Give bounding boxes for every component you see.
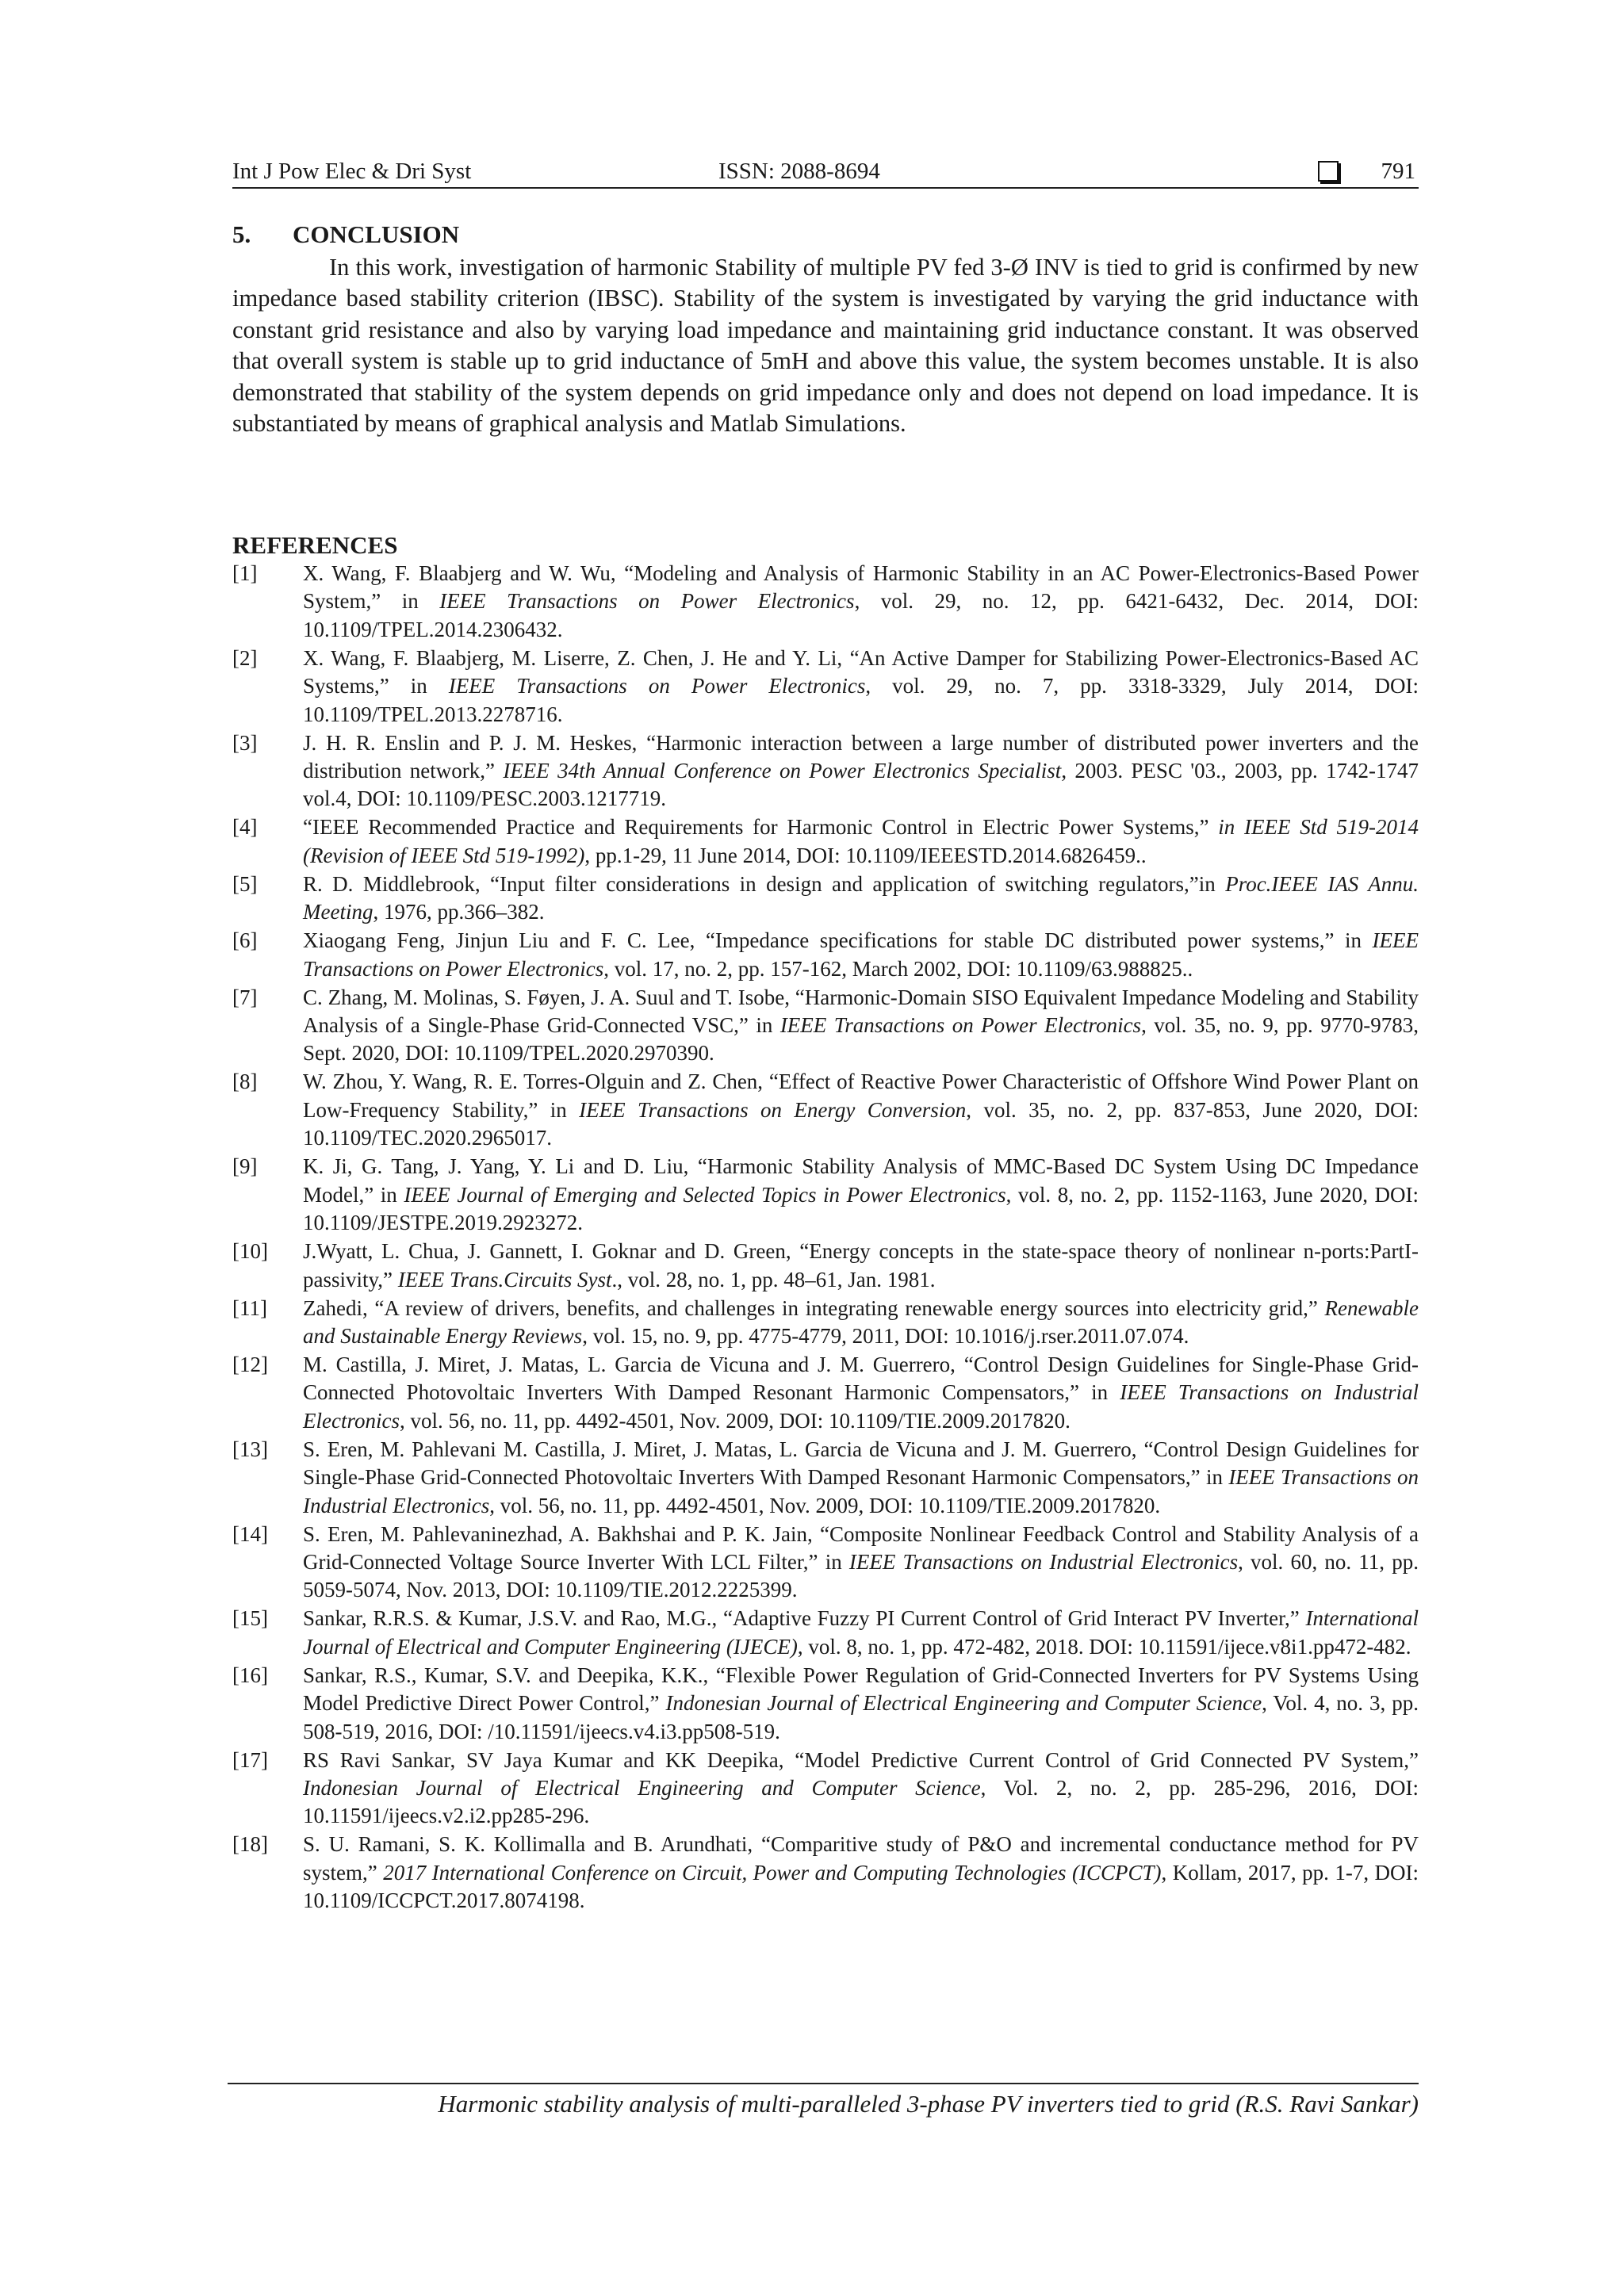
reference-details: , 1976, pp.366–382.: [373, 900, 545, 924]
references-heading: REFERENCES: [232, 531, 398, 559]
reference-authors-title: K. Ji, G. Tang, J. Yang, Y. Li and D. Liu, “Harmonic Stability Analysis of MMC-Based DC System Using DC Impedance Model,” in: [303, 1154, 1419, 1207]
reference-authors-title: “IEEE Recommended Practice and Requirements for Harmonic Control in Electric Power Systems,”: [303, 815, 1219, 840]
reference-venue: IEEE 34th Annual Conference on Power Electronics Specialist: [503, 759, 1062, 783]
reference-details: , Kollam, 2017, pp. 1-7, DOI: 10.1109/ICCPCT.2017.8074198.: [303, 1860, 1419, 1913]
reference-number: [11]: [232, 1295, 267, 1320]
reference-item: [232, 1068, 1419, 1152]
reference-number: [14]: [232, 1521, 268, 1546]
reference-item: [232, 1238, 1419, 1294]
reference-venue: IEEE Trans.Circuits Syst: [397, 1267, 612, 1292]
reference-item: [232, 560, 1419, 644]
reference-authors-title: X. Wang, F. Blaabjerg, M. Liserre, Z. Chen, J. He and Y. Li, “An Active Damper for Stabilizing Power-Electronics-Based AC Systems,” in: [303, 645, 1419, 698]
reference-venue: IEEE Transactions on Energy Conversion: [579, 1097, 967, 1122]
reference-venue: Renewable and Sustainable Energy Reviews: [303, 1295, 1419, 1348]
reference-item: [232, 927, 1419, 983]
reference-list: [232, 560, 1419, 1915]
reference-number: [3]: [232, 730, 258, 755]
reference-details: , vol. 8, no. 1, pp. 472-482, 2018. DOI: 10.11591/ijece.v8i1.pp472-482.: [797, 1634, 1411, 1659]
reference-authors-title: Xiaogang Feng, Jinjun Liu and F. C. Lee, “Impedance specifications for stable DC distributed power systems,” in: [303, 928, 1373, 953]
reference-details: , Vol. 2, no. 2, pp. 285-296, 2016, DOI: 10.11591/ijeecs.v2.i2.pp285-296.: [303, 1775, 1419, 1828]
reference-authors-title: Sankar, R.S., Kumar, S.V. and Deepika, K.K., “Flexible Power Regulation of Grid-Connected Inverters for PV Systems Using Model Predictive Direct Power Control,”: [303, 1663, 1419, 1716]
reference-venue: Indonesian Journal of Electrical Engineering and Computer Science: [665, 1691, 1262, 1716]
reference-authors-title: S. U. Ramani, S. K. Kollimalla and B. Arundhati, “Comparitive study of P&O and incremental conductance method for PV system,”: [303, 1832, 1419, 1885]
reference-number: [15]: [232, 1606, 268, 1631]
reference-details: , vol. 35, no. 2, pp. 837-853, June 2020, DOI: 10.1109/TEC.2020.2965017.: [303, 1097, 1419, 1150]
reference-authors-title: RS Ravi Sankar, SV Jaya Kumar and KK Deepika, “Model Predictive Current Control of Grid Connected PV System,”: [303, 1747, 1419, 1772]
reference-item: [232, 1351, 1419, 1435]
reference-venue: Indonesian Journal of Electrical Engineering and Computer Science: [303, 1775, 981, 1800]
reference-number: [6]: [232, 928, 258, 953]
reference-number: [17]: [232, 1747, 268, 1772]
conclusion-paragraph: In this work, investigation of harmonic Stability of multiple PV fed 3-Ø INV is tied to grid is confirmed by new impedance based stability criterion (IBSC). Stability of the system is investigated by varying the grid inductance with constant grid resistance and also by varying load impedance and maintaining grid inductance constant. It was observed that overall system is stable up to grid inductance of 5mH and above this value, the system becomes unstable. It is also demonstrated that stability of the system depends on grid impedance only and does not depend on load impedance. It is substantiated by means of graphical analysis and Matlab Simulations.: [232, 254, 1419, 438]
reference-details: , pp.1-29, 11 June 2014, DOI: 10.1109/IEEESTD.2014.6826459..: [584, 843, 1147, 867]
reference-details: , vol. 15, no. 9, pp. 4775-4779, 2011, DOI: 10.1016/j.rser.2011.07.074.: [582, 1323, 1189, 1348]
reference-item: [232, 1662, 1419, 1746]
reference-authors-title: S. Eren, M. Pahlevaninezhad, A. Bakhshai and P. K. Jain, “Composite Nonlinear Feedback Control and Stability Analysis of a Grid-Connected Voltage Source Inverter With LCL Filter,” in: [303, 1521, 1419, 1574]
reference-item: [232, 1605, 1419, 1661]
reference-number: [9]: [232, 1154, 258, 1179]
reference-venue: International Journal of Electrical and Computer Engineering (IJECE): [303, 1606, 1419, 1659]
reference-item: [232, 871, 1419, 927]
reference-venue: IEEE Transactions on Power Electronics: [439, 589, 855, 614]
section-title: CONCLUSION: [293, 220, 460, 248]
reference-venue: IEEE Transactions on Power Electronics: [303, 928, 1419, 981]
reference-authors-title: C. Zhang, M. Molinas, S. Føyen, J. A. Suul and T. Isobe, “Harmonic-Domain SISO Equivalent Impedance Modeling and Stability Analysis of a Single-Phase Grid-Connected VSC,” in: [303, 985, 1419, 1038]
reference-details: , vol. 56, no. 11, pp. 4492-4501, Nov. 2009, DOI: 10.1109/TIE.2009.2017820.: [489, 1493, 1161, 1517]
reference-item: [232, 645, 1419, 729]
reference-authors-title: R. D. Middlebrook, “Input filter considerations in design and application of switching regulators,”in: [303, 871, 1226, 896]
reference-number: [5]: [232, 871, 258, 896]
reference-venue: IEEE Transactions on Industrial Electronics: [303, 1465, 1419, 1517]
reference-venue: IEEE Transactions on Industrial Electronics: [303, 1380, 1419, 1433]
reference-venue: Proc.IEEE IAS Annu. Meeting: [303, 871, 1419, 924]
reference-authors-title: J.Wyatt, L. Chua, J. Gannett, I. Goknar and D. Green, “Energy concepts in the state-space theory of nonlinear n-ports:PartI-passivity,”: [303, 1239, 1419, 1292]
reference-item: [232, 1436, 1419, 1520]
reference-item: [232, 1831, 1419, 1915]
reference-item: [232, 1521, 1419, 1605]
reference-venue: IEEE Transactions on Power Electronics: [779, 1013, 1142, 1038]
reference-authors-title: J. H. R. Enslin and P. J. M. Heskes, “Harmonic interaction between a large number of distributed power inverters and the distribution network,”: [303, 730, 1419, 783]
reference-item: [232, 1295, 1419, 1351]
reference-details: , vol. 60, no. 11, pp. 5059-5074, Nov. 2013, DOI: 10.1109/TIE.2012.2225399.: [303, 1549, 1419, 1602]
issn: ISSN: 2088-8694: [718, 159, 880, 184]
reference-number: [12]: [232, 1352, 268, 1376]
reference-item: [232, 813, 1419, 870]
reference-number: [13]: [232, 1437, 268, 1461]
reference-number: [2]: [232, 645, 258, 670]
reference-venue: IEEE Transactions on Power Electronics: [448, 674, 866, 698]
running-footer: Harmonic stability analysis of multi-paralleled 3-phase PV inverters tied to grid (R.S. Ravi Sankar): [228, 2083, 1419, 2120]
reference-details: , vol. 29, no. 12, pp. 6421-6432, Dec. 2014, DOI: 10.1109/TPEL.2014.2306432.: [303, 589, 1419, 641]
reference-details: , vol. 8, no. 2, pp. 1152-1163, June 2020, DOI: 10.1109/JESTPE.2019.2923272.: [303, 1182, 1419, 1235]
reference-item: [232, 984, 1419, 1068]
reference-number: [18]: [232, 1832, 268, 1857]
reference-details: , vol. 29, no. 7, pp. 3318-3329, July 2014, DOI: 10.1109/TPEL.2013.2278716.: [303, 674, 1419, 726]
running-header: [232, 155, 1419, 189]
reference-details: , Vol. 4, no. 3, pp. 508-519, 2016, DOI: /10.11591/ijeecs.v4.i3.pp508-519.: [303, 1691, 1419, 1743]
reference-details: ., vol. 28, no. 1, pp. 48–61, Jan. 1981.: [611, 1267, 936, 1292]
reference-authors-title: Zahedi, “A review of drivers, benefits, and challenges in integrating renewable energy sources into electricity grid,”: [303, 1295, 1325, 1320]
reference-venue: IEEE Transactions on Industrial Electronics: [848, 1549, 1239, 1574]
section-number: 5.: [232, 220, 251, 248]
reference-authors-title: Sankar, R.R.S. & Kumar, J.S.V. and Rao, M.G., “Adaptive Fuzzy PI Current Control of Grid Interact PV Inverter,”: [303, 1606, 1306, 1631]
reference-number: [4]: [232, 815, 258, 840]
reference-item: [232, 1153, 1419, 1237]
square-bullet-icon: [1318, 161, 1339, 182]
reference-details: , 2003. PESC '03., 2003, pp. 1742-1747 vol.4, DOI: 10.1109/PESC.2003.1217719.: [303, 759, 1419, 811]
reference-authors-title: M. Castilla, J. Miret, J. Matas, L. Garcia de Vicuna and J. M. Guerrero, “Control Design Guidelines for Single-Phase Grid-Connected Photovoltaic Inverters With Damped Resonant Harmonic Compensators,” in: [303, 1352, 1419, 1405]
journal-name: Int J Pow Elec & Dri Syst: [232, 159, 472, 184]
reference-authors-title: X. Wang, F. Blaabjerg and W. Wu, “Modeling and Analysis of Harmonic Stability in an AC Power-Electronics-Based Power System,” in: [303, 561, 1419, 614]
reference-number: [7]: [232, 985, 258, 1009]
reference-details: , vol. 17, no. 2, pp. 157-162, March 2002, DOI: 10.1109/63.988825..: [603, 956, 1193, 981]
reference-number: [10]: [232, 1239, 268, 1264]
reference-details: , vol. 56, no. 11, pp. 4492-4501, Nov. 2009, DOI: 10.1109/TIE.2009.2017820.: [399, 1408, 1071, 1433]
reference-number: [1]: [232, 561, 258, 585]
reference-venue: 2017 International Conference on Circuit, Power and Computing Technologies (ICCPCT): [383, 1860, 1162, 1885]
reference-authors-title: S. Eren, M. Pahlevani M. Castilla, J. Miret, J. Matas, L. Garcia de Vicuna and J. M. Guerrero, “Control Design Guidelines for Single-Phase Grid-Connected Photovoltaic Inverters With Damped Resonant Harmonic Compensators,” in: [303, 1437, 1419, 1490]
section-heading: [232, 219, 459, 251]
reference-item: [232, 1747, 1419, 1831]
reference-venue: in IEEE Std 519-2014 (Revision of IEEE Std 519-1992): [303, 815, 1419, 867]
reference-venue: IEEE Journal of Emerging and Selected Topics in Power Electronics: [404, 1182, 1006, 1207]
reference-details: , vol. 35, no. 9, pp. 9770-9783, Sept. 2020, DOI: 10.1109/TPEL.2020.2970390.: [303, 1013, 1419, 1066]
reference-authors-title: W. Zhou, Y. Wang, R. E. Torres-Olguin and Z. Chen, “Effect of Reactive Power Characteristic of Offshore Wind Power Plant on Low-Frequency Stability,” in: [303, 1070, 1419, 1122]
reference-number: [16]: [232, 1663, 268, 1687]
reference-item: [232, 729, 1419, 813]
reference-number: [8]: [232, 1070, 258, 1094]
page-number: 791: [1381, 159, 1415, 184]
